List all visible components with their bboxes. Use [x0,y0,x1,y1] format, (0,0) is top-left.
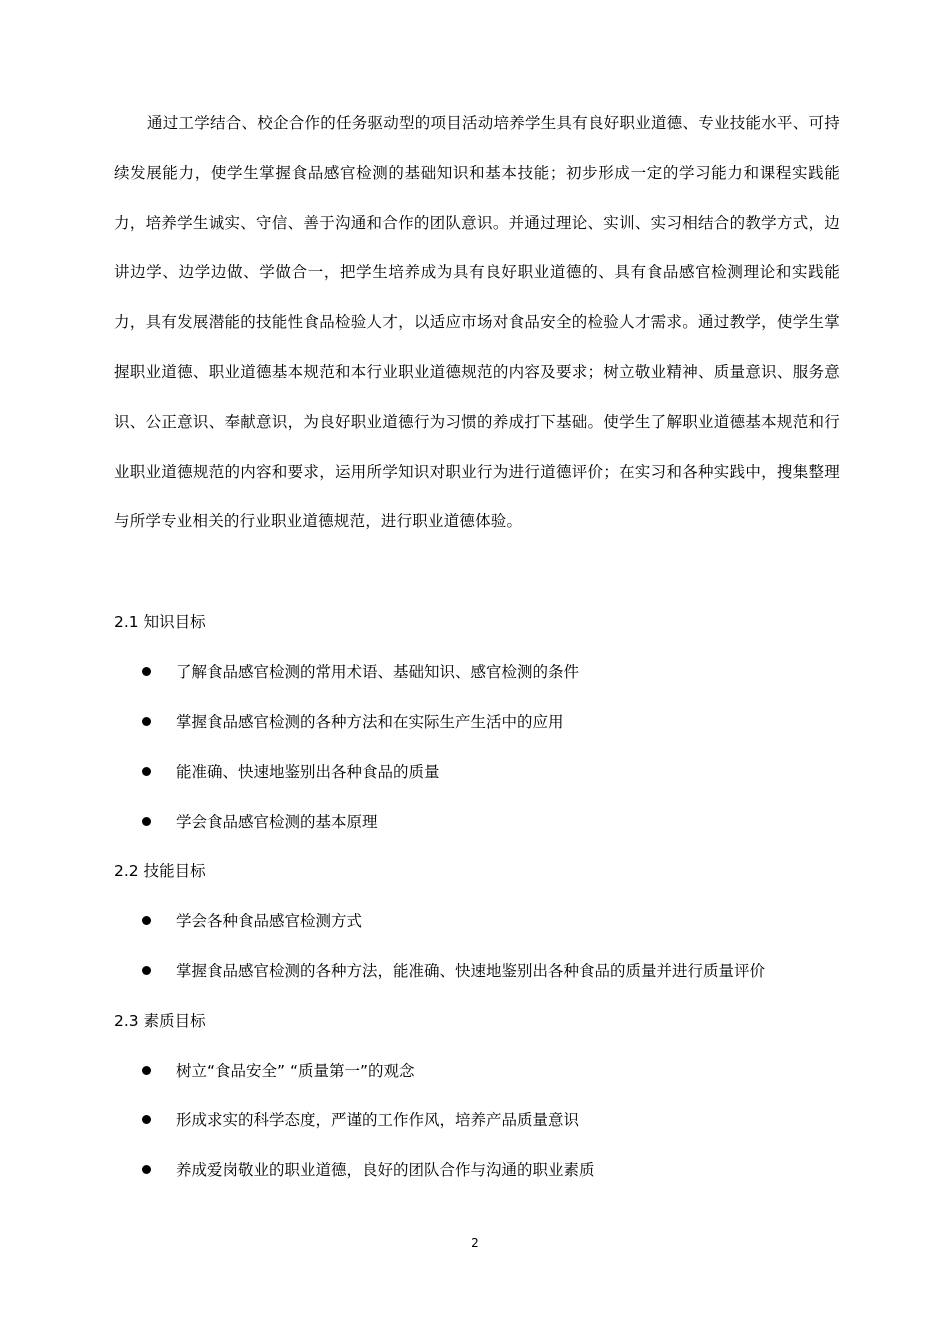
list-item-text: 能准确、快速地鉴别出各种食品的质量 [176,763,440,781]
list-item [142,660,579,682]
bullet-icon [142,1165,151,1174]
list-item-text: 树立“食品安全” “质量第一”的观念 [176,1062,415,1080]
list-item [142,810,378,832]
list-item [142,1059,415,1081]
page-number: 2 [471,1236,479,1250]
list-item-text: 形成求实的科学态度，严谨的工作作风，培养产品质量意识 [176,1111,580,1129]
list-item-text: 掌握食品感官检测的各种方法，能准确、快速地鉴别出各种食品的质量并进行质量评价 [176,962,766,980]
bullet-icon [142,1066,151,1075]
list-item [142,1158,595,1180]
bullet-icon [142,966,151,975]
list-item [142,760,440,782]
body-paragraph: 通过工学结合、校企合作的任务驱动型的项目活动培养学生具有良好职业道德、专业技能水平、可持续发展能力，使学生掌握食品感官检测的基础知识和基本技能；初步形成一定的学习能力和课程实践能力，培养学生诚实、守信、善于沟通和合作的团队意识。并通过理论、实训、实习相结合的教学方式，边讲边学、边学边做、学做合一，把学生培养成为具有良好职业道德的、具有食品感官检测理论和实践能力，具有发展潜能的技能性食品检验人才，以适应市场对食品安全的检验人才需求。通过教学，使学生掌握职业道德、职业道德基本规范和本行业职业道德规范的内容及要求；树立敬业精神、质量意识、服务意识、公正意识、奉献意识，为良好职业道德行为习惯的养成打下基础。使学生了解职业道德基本规范和行业职业道德规范的内容和要求，运用所学知识对职业行为进行道德评价；在实习和各种实践中，搜集整理与所学专业相关的行业职业道德规范，进行职业道德体验。 [114,114,840,531]
list-item [142,710,564,732]
bullet-icon [142,717,151,726]
bullet-icon [142,916,151,925]
section-heading-skills: 2.2 技能目标 [114,862,206,880]
list-item-text: 养成爱岗敬业的职业道德，良好的团队合作与沟通的职业素质 [176,1161,595,1179]
list-item-text: 了解食品感官检测的常用术语、基础知识、感官检测的条件 [176,663,580,681]
list-item [142,959,765,981]
list-item [142,1108,579,1130]
section-heading-knowledge: 2.1 知识目标 [114,613,206,631]
list-item-text: 掌握食品感官检测的各种方法和在实际生产生活中的应用 [176,713,564,731]
bullet-icon [142,817,151,826]
bullet-icon [142,1115,151,1124]
bullet-icon [142,767,151,776]
list-item-text: 学会各种食品感官检测方式 [176,912,363,930]
bullet-icon [142,667,151,676]
list-item [142,909,362,931]
section-heading-quality: 2.3 素质目标 [114,1012,206,1030]
list-item-text: 学会食品感官检测的基本原理 [176,813,378,831]
